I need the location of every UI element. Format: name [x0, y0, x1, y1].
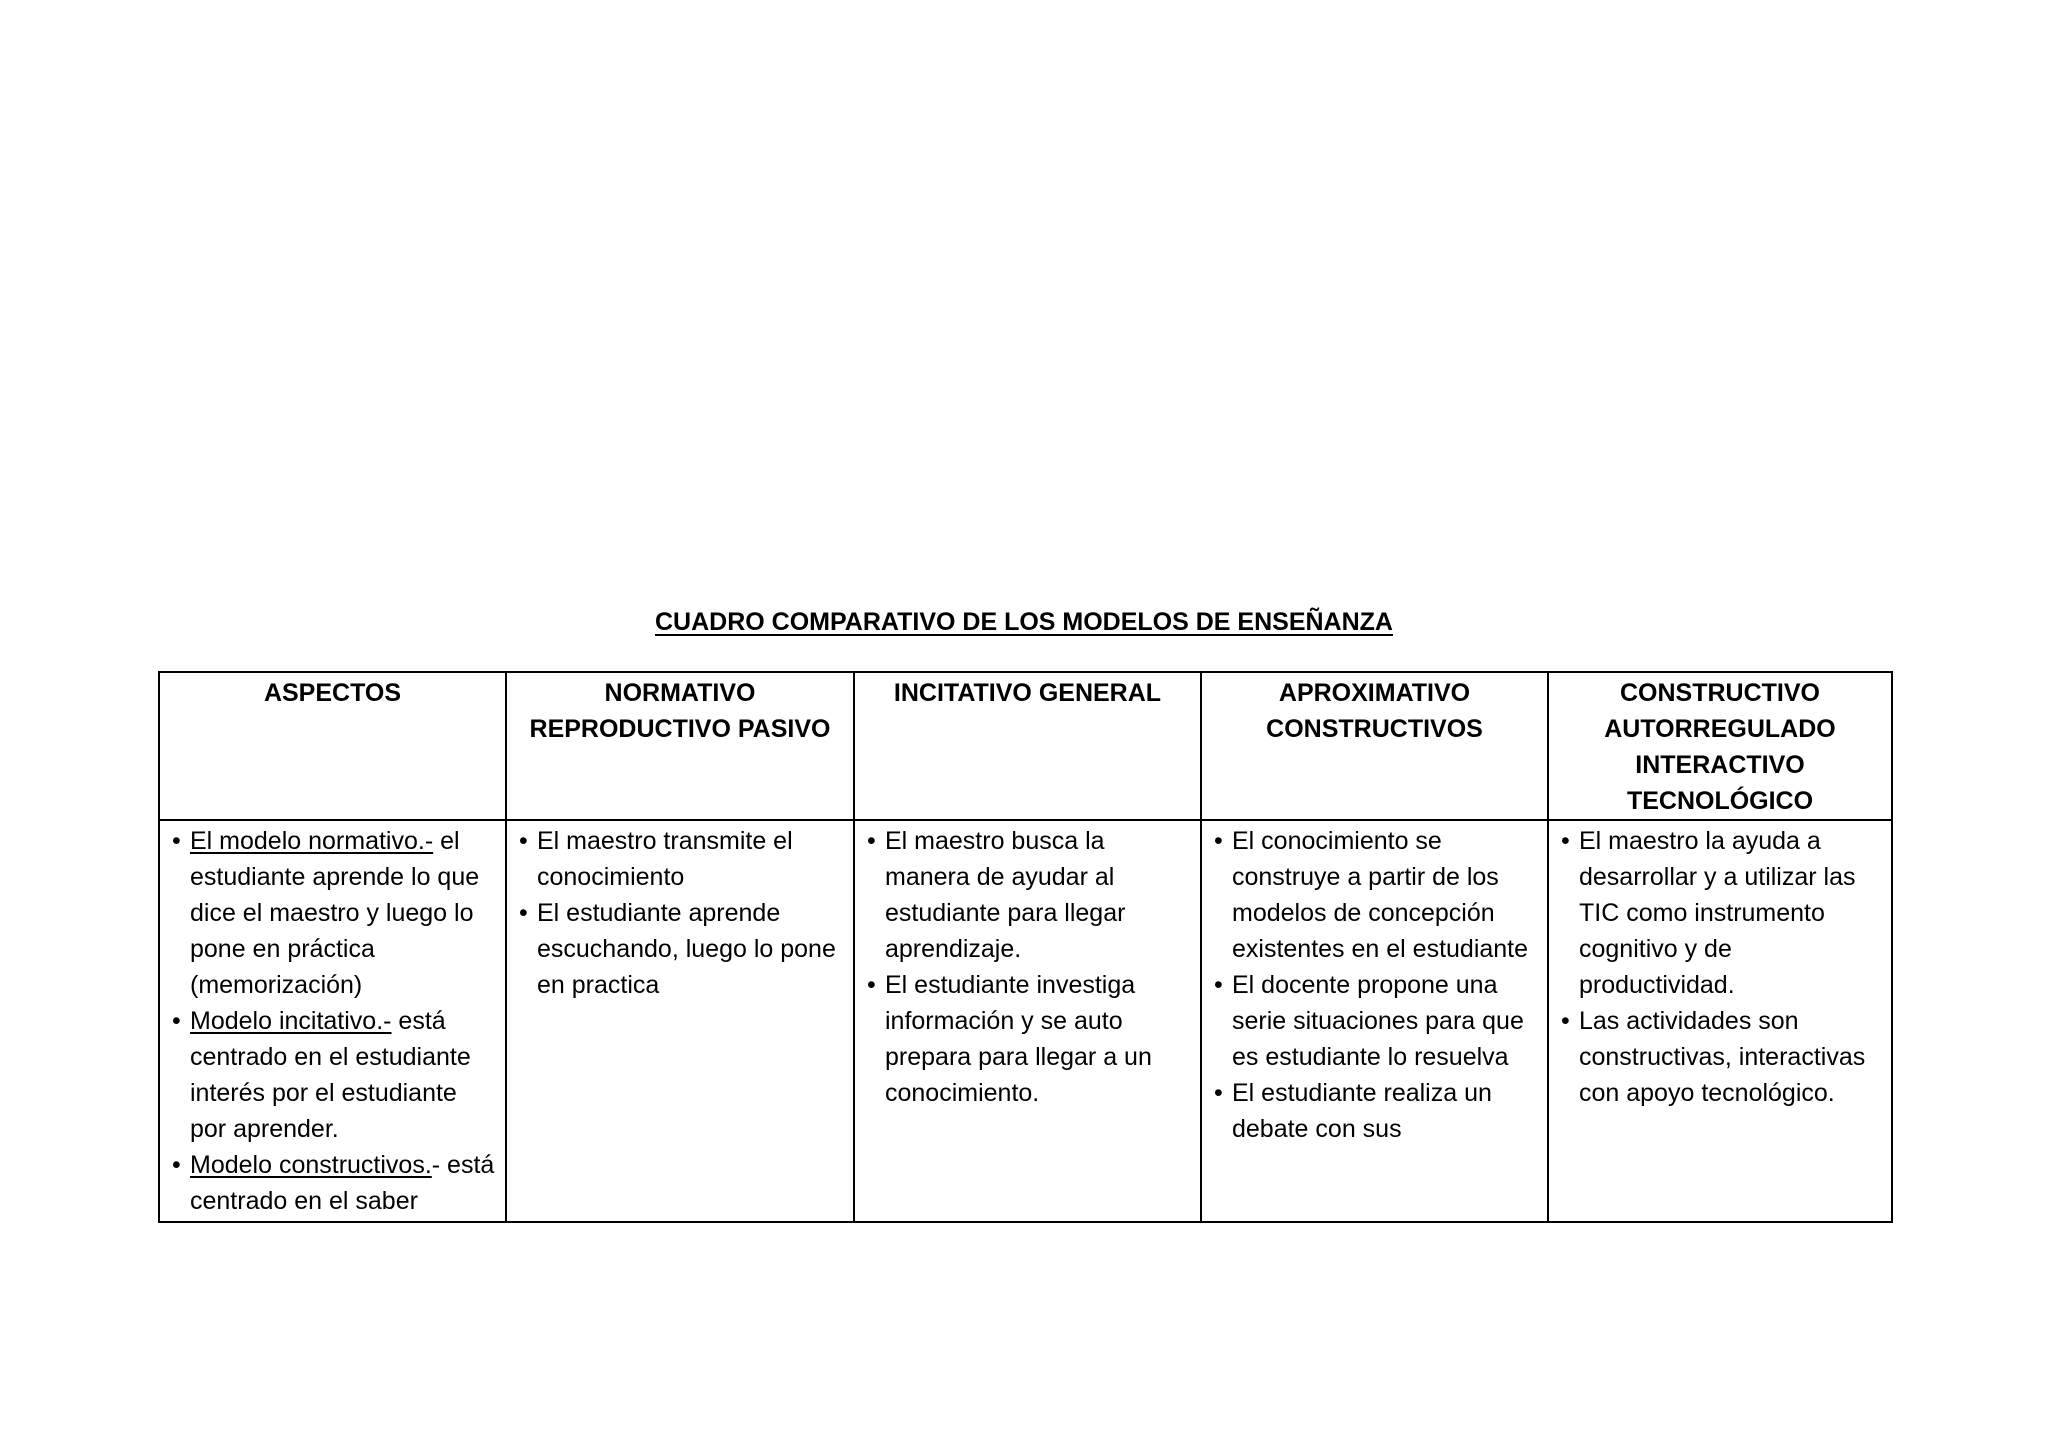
header-aspectos	[159, 672, 506, 820]
header-line: INCITATIVO GENERAL	[893, 679, 1162, 707]
list-item: • El conocimiento se construye a partir de los modelos de concepción existentes en el estudiante	[1214, 823, 1541, 967]
model-description: - está centrado en el saber	[190, 1151, 495, 1215]
header-incitativo	[854, 672, 1201, 820]
table-header-row	[159, 672, 1892, 820]
list-item	[172, 823, 499, 1003]
cell-aspectos	[159, 820, 506, 1222]
header-constructivo	[1548, 672, 1892, 820]
list-item: • Las actividades son constructivas, interactivas con apoyo tecnológico.	[1561, 1003, 1885, 1111]
list-item: • El docente propone una serie situaciones para que es estudiante lo resuelva	[1214, 967, 1541, 1075]
header-line: CONSTRUCTIVOS	[1266, 715, 1483, 743]
comparison-table	[158, 671, 1893, 1223]
header-line: CONSTRUCTIVO	[1620, 679, 1820, 707]
header-line: NORMATIVO	[604, 679, 756, 707]
header-line: ASPECTOS	[263, 679, 402, 707]
list-item: • El estudiante investiga información y se auto prepara para llegar a un conocimiento.	[867, 967, 1194, 1111]
model-description: el estudiante aprende lo que dice el maestro y luego lo pone en práctica (memorización)	[190, 827, 480, 999]
list-item: • El maestro la ayuda a desarrollar y a utilizar las TIC como instrumento cognitivo y de productividad.	[1561, 823, 1885, 1003]
list-item	[172, 1147, 499, 1219]
list-item: • El maestro transmite el conocimiento	[519, 823, 847, 895]
list-item: • El estudiante aprende escuchando, luego lo pone en practica	[519, 895, 847, 1003]
header-line: TECNOLÓGICO	[1626, 787, 1814, 815]
bullet-list	[172, 823, 499, 1219]
list-item: • El maestro busca la manera de ayudar al estudiante para llegar aprendizaje.	[867, 823, 1194, 967]
bullet-list	[1214, 823, 1541, 1147]
cell-aproximativo	[1201, 820, 1548, 1222]
header-line: AUTORREGULADO	[1604, 715, 1836, 743]
list-item	[172, 1003, 499, 1147]
model-term: Modelo constructivos.	[190, 1151, 432, 1179]
header-aproximativo	[1201, 672, 1548, 820]
header-line: REPRODUCTIVO PASIVO	[529, 715, 831, 743]
bullet-list	[519, 823, 847, 1003]
cell-normativo	[506, 820, 854, 1222]
cell-constructivo	[1548, 820, 1892, 1222]
model-description: está centrado en el estudiante interés por el estudiante por aprender.	[190, 1007, 471, 1143]
bullet-list	[1561, 823, 1885, 1111]
model-term: El modelo normativo.-	[190, 827, 434, 855]
document-title	[0, 605, 2048, 639]
bullet-list	[867, 823, 1194, 1111]
document-title-text: CUADRO COMPARATIVO DE LOS MODELOS DE ENSEÑANZA	[655, 608, 1393, 636]
model-term: Modelo incitativo.-	[190, 1007, 392, 1035]
table-row	[159, 820, 1892, 1222]
list-item: • El estudiante realiza un debate con sus	[1214, 1075, 1541, 1147]
cell-incitativo	[854, 820, 1201, 1222]
header-line: INTERACTIVO	[1635, 751, 1805, 779]
header-line: APROXIMATIVO	[1278, 679, 1471, 707]
header-normativo	[506, 672, 854, 820]
